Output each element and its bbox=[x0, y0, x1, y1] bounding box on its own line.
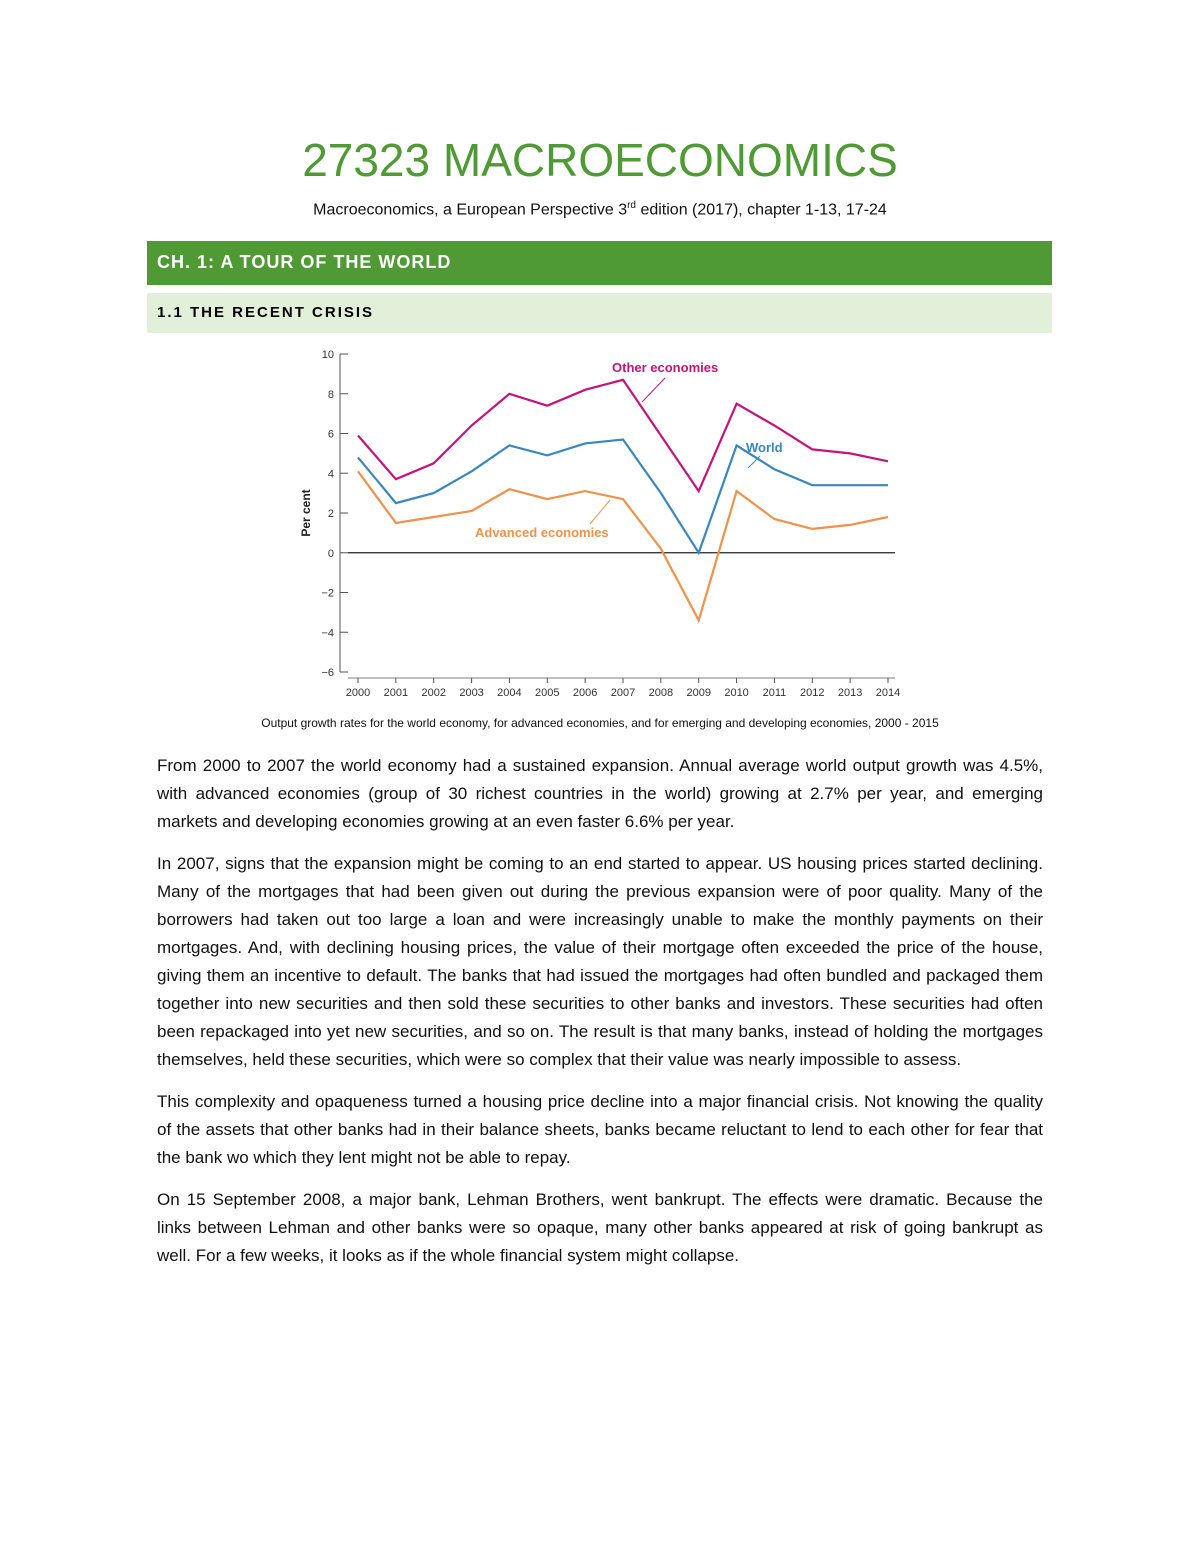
x-tick-label: 2009 bbox=[686, 687, 711, 699]
series-label: World bbox=[746, 440, 783, 455]
x-tick-label: 2013 bbox=[837, 687, 863, 699]
series-label: Other economies bbox=[612, 360, 719, 375]
series-line bbox=[358, 380, 888, 491]
subtitle-text: Macroeconomics, a European Perspective 3 bbox=[313, 201, 628, 219]
paragraph: This complexity and opaqueness turned a housing price decline into a major financial crisis. Not knowing the quality of the assets that other banks had in their balance sheets, banks became reluctant to lend to each other for fear that the bank wo which they lent might not be able to repay. bbox=[157, 1092, 1043, 1167]
x-tick-label: 2011 bbox=[762, 687, 787, 699]
series-line bbox=[358, 471, 888, 620]
y-tick-label: 2 bbox=[327, 508, 334, 520]
y-axis-label: Per cent bbox=[299, 489, 313, 537]
x-tick-label: 2012 bbox=[800, 687, 825, 699]
subtitle-superscript: rd bbox=[627, 200, 636, 211]
paragraph: In 2007, signs that the expansion might be coming to an end started to appear. US housing prices started declining. Many of the mortgages that had been given out during the previous expansion were of poor quality. Many of the borrowers had taken out too large a loan and were increasingly unable to make the monthly payments on their mortgages. And, with declining housing prices, the value of their mortgage often exceeded the price of the house, giving them an incentive to default. The banks that had issued the mortgages had often bundled and packaged them together into new securities and then sold these securities to other banks and investors. These securities had often been repackaged into yet new securities, and so on. The result is that many banks, instead of holding the mortgages themselves, held these securities, which were so complex that their value was nearly impossible to assess. bbox=[157, 854, 1043, 1069]
x-tick-label: 2003 bbox=[459, 687, 484, 699]
series-label: Advanced economies bbox=[475, 525, 609, 540]
x-tick-label: 2010 bbox=[724, 687, 749, 699]
chapter-heading: CH. 1: A TOUR OF THE WORLD bbox=[147, 241, 1052, 285]
x-tick-label: 2005 bbox=[535, 687, 560, 699]
body-text bbox=[157, 752, 1043, 1284]
x-tick-label: 2002 bbox=[421, 687, 446, 699]
paragraph: On 15 September 2008, a major bank, Lehman Brothers, went bankrupt. The effects were dramatic. Because the links between Lehman and other banks were so opaque, many other banks appeared at risk of going bankrupt as well. For a few weeks, it looks as if the whole financial system might collapse. bbox=[157, 1190, 1043, 1265]
output-growth-chart bbox=[290, 342, 910, 704]
series-leader-line bbox=[590, 500, 610, 524]
x-tick-label: 2014 bbox=[875, 687, 901, 699]
series-leader-line bbox=[748, 456, 760, 468]
subtitle-text-end: edition (2017), chapter 1-13, 17-24 bbox=[636, 201, 887, 219]
y-tick-label: −4 bbox=[321, 627, 334, 640]
y-tick-label: 8 bbox=[327, 388, 334, 401]
y-tick-label: −6 bbox=[321, 667, 334, 679]
y-tick-label: 6 bbox=[327, 428, 334, 441]
series-line bbox=[358, 440, 888, 553]
x-tick-label: 2001 bbox=[383, 687, 409, 699]
x-tick-label: 2007 bbox=[610, 687, 636, 699]
paragraph: From 2000 to 2007 the world economy had a sustained expansion. Annual average world output growth was 4.5%, with advanced economies (group of 30 richest countries in the world) growing at 2.7% per year, and emerging markets and developing economies growing at an even faster 6.6% per year. bbox=[157, 756, 1043, 831]
y-tick-label: 4 bbox=[327, 468, 334, 481]
document-subtitle bbox=[0, 200, 1200, 219]
x-tick-label: 2008 bbox=[648, 687, 674, 699]
series-leader-line bbox=[642, 378, 665, 402]
x-tick-label: 2006 bbox=[572, 687, 598, 699]
y-tick-label: −2 bbox=[321, 587, 334, 600]
document-title: 27323 MACROECONOMICS bbox=[302, 134, 898, 186]
section-heading: 1.1 THE RECENT CRISIS bbox=[147, 293, 1052, 333]
y-tick-label: 0 bbox=[327, 547, 334, 560]
figure-caption: Output growth rates for the world economy, for advanced economies, and for emerging and developing economies, 2000 - 2015 bbox=[261, 716, 939, 730]
y-tick-label: 10 bbox=[321, 349, 334, 361]
x-tick-label: 2004 bbox=[497, 687, 522, 699]
x-tick-label: 2000 bbox=[345, 687, 371, 699]
